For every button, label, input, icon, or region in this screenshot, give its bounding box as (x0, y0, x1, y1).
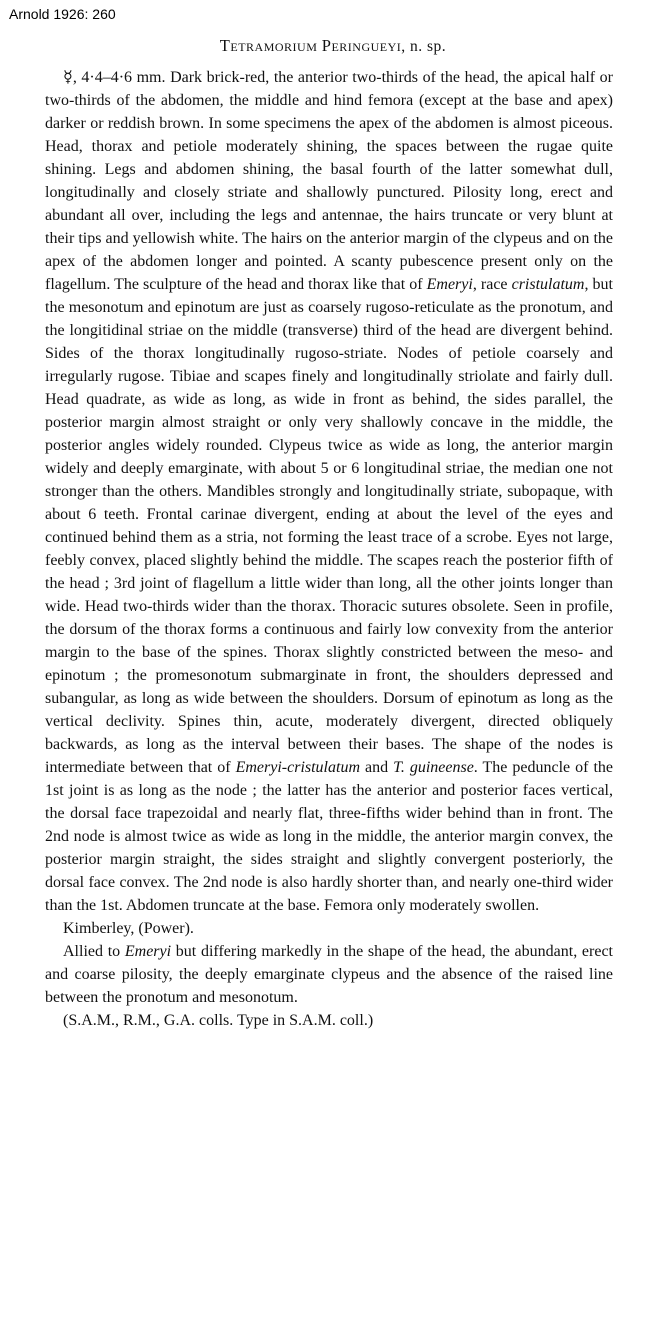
citation-label: Arnold 1926: 260 (9, 6, 116, 22)
taxon-name: cristulatum (511, 276, 585, 293)
title-suffix: , n. sp. (401, 38, 447, 55)
description-text: , race (472, 276, 512, 293)
taxon-name: Emeryi (124, 943, 172, 960)
species-title (0, 36, 666, 56)
locality-paragraph: Kimberley, (Power). (63, 920, 194, 937)
species-account (45, 66, 613, 1032)
description-paragraph (45, 66, 613, 917)
description-text: and (360, 759, 394, 776)
taxon-name: Emeryi-cristulatum (235, 759, 360, 776)
species-name: Peringueyi (321, 36, 402, 55)
description-text: , but the mesonotum and epinotum are just as coarsely rugoso-reticulate as the pronotum, and the longitidinal striae on the middle (transverse) third of the head are divergent behind. Sides of the thorax longitudinally rugoso-striate. Nodes of petiole coarsely and irregularly rugose. Tibiae and scapes finely and longitudinally striolate and fairly dull. Head quadrate, as wide as long, as wide in front as behind, the sides parallel, the posterior margin almost straight or only very shallowly concave in the middle, the posterior angles widely rounded. Clypeus twice as wide as long, the anterior margin widely and deeply emarginate, with about 5 or 6 longitudinal striae, the median one not stronger than the others. Mandibles strongly and longitudinally striate, subopaque, with about 6 teeth. Frontal carinae divergent, ending at about the level of the eyes and continued behind them as a stria, not forming the least trace of a scrobe. Eyes not large, feebly convex, placed slightly behind the middle. The scapes reach the posterior fifth of the head ; 3rd joint of flagellum a little wider than long, all the other joints longer than wide. Head two-thirds wider than the thorax. Thoracic sutures obsolete. Seen in profile, the dorsum of the thorax forms a continuous and fairly low convexity from the anterior margin to the base of the spines. Thorax slightly constricted between the meso- and epinotum ; the promesonotum submarginate in front, the shoulders depressed and subangular, as long as wide between the shoulders. Dorsum of epinotum as long as the vertical declivity. Spines thin, acute, moderately divergent, directed obliquely backwards, as long as the interval between their bases. The shape of the nodes is intermediate between that of (45, 276, 613, 776)
taxon-name: T. guineense (393, 759, 474, 776)
remarks-text: Allied to (63, 943, 125, 960)
taxon-name: Emeryi (426, 276, 473, 293)
collections-paragraph: (S.A.M., R.M., G.A. colls. Type in S.A.M. coll.) (63, 1012, 374, 1029)
description-text: ☿, 4·4–4·6 mm. Dark brick-red, the anterior two-thirds of the head, the apical half or two-thirds of the abdomen, the middle and hind femora (except at the base and apex) darker or reddish brown. In some specimens the apex of the abdomen is almost piceous. Head, thorax and petiole moderately shining, the spaces between the rugae quite shining. Legs and abdomen shining, the basal fourth of the latter somewhat dull, longitudinally and closely striate and shallowly punctured. Pilosity long, erect and abundant all over, including the legs and antennae, the hairs truncate or very blunt at their tips and yellowish white. The hairs on the anterior margin of the clypeus and on the apex of the abdomen longer and pointed. A scanty pubescence present only on the flagellum. The sculpture of the head and thorax like that of (45, 69, 613, 293)
genus-name: Tetramorium (219, 36, 318, 55)
remarks-paragraph (45, 940, 613, 1009)
remarks-text: but differing markedly in the shape of the head, the abundant, erect and coarse pilosity, the deeply emarginate clypeus and the absence of the raised line between the pronotum and mesonotum. (45, 943, 614, 1006)
description-text: . The peduncle of the 1st joint is as long as the node ; the latter has the anterior and posterior faces vertical, the dorsal face trapezoidal and nearly flat, three-fifths wider behind than in front. The 2nd node is almost twice as wide as long in the middle, the anterior margin convex, the posterior margin straight, the sides straight and slightly convergent posteriorly, the dorsal face convex. The 2nd node is also hardly shorter than, and nearly one-third wider than the 1st. Abdomen truncate at the base. Femora only moderately swollen. (45, 759, 613, 914)
